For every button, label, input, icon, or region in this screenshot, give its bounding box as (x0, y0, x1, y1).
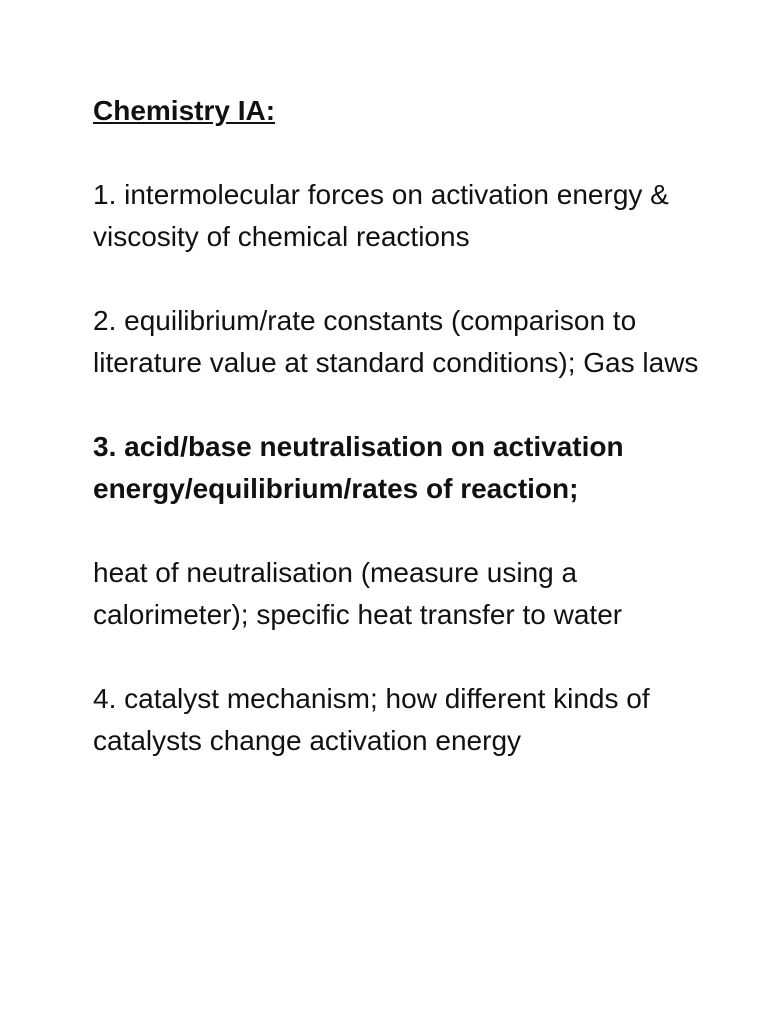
document-page (93, 90, 713, 804)
paragraph-1-intermolecular-forces: 1. intermolecular forces on activation energy & viscosity of chemical reactions (93, 179, 669, 252)
paragraph-2-equilibrium-rate-constants: 2. equilibrium/rate constants (comparison to literature value at standard conditions); Gas laws (93, 305, 699, 378)
paragraph-3-acid-base-neutralisation: 3. acid/base neutralisation on activation energy/equilibrium/rates of reaction; (93, 431, 624, 504)
paragraph-heat-of-neutralisation: heat of neutralisation (measure using a calorimeter); specific heat transfer to water (93, 557, 623, 630)
paragraph-4-catalyst-mechanism: 4. catalyst mechanism; how different kinds of catalysts change activation energy (93, 683, 650, 756)
document-title: Chemistry IA: (93, 95, 276, 126)
